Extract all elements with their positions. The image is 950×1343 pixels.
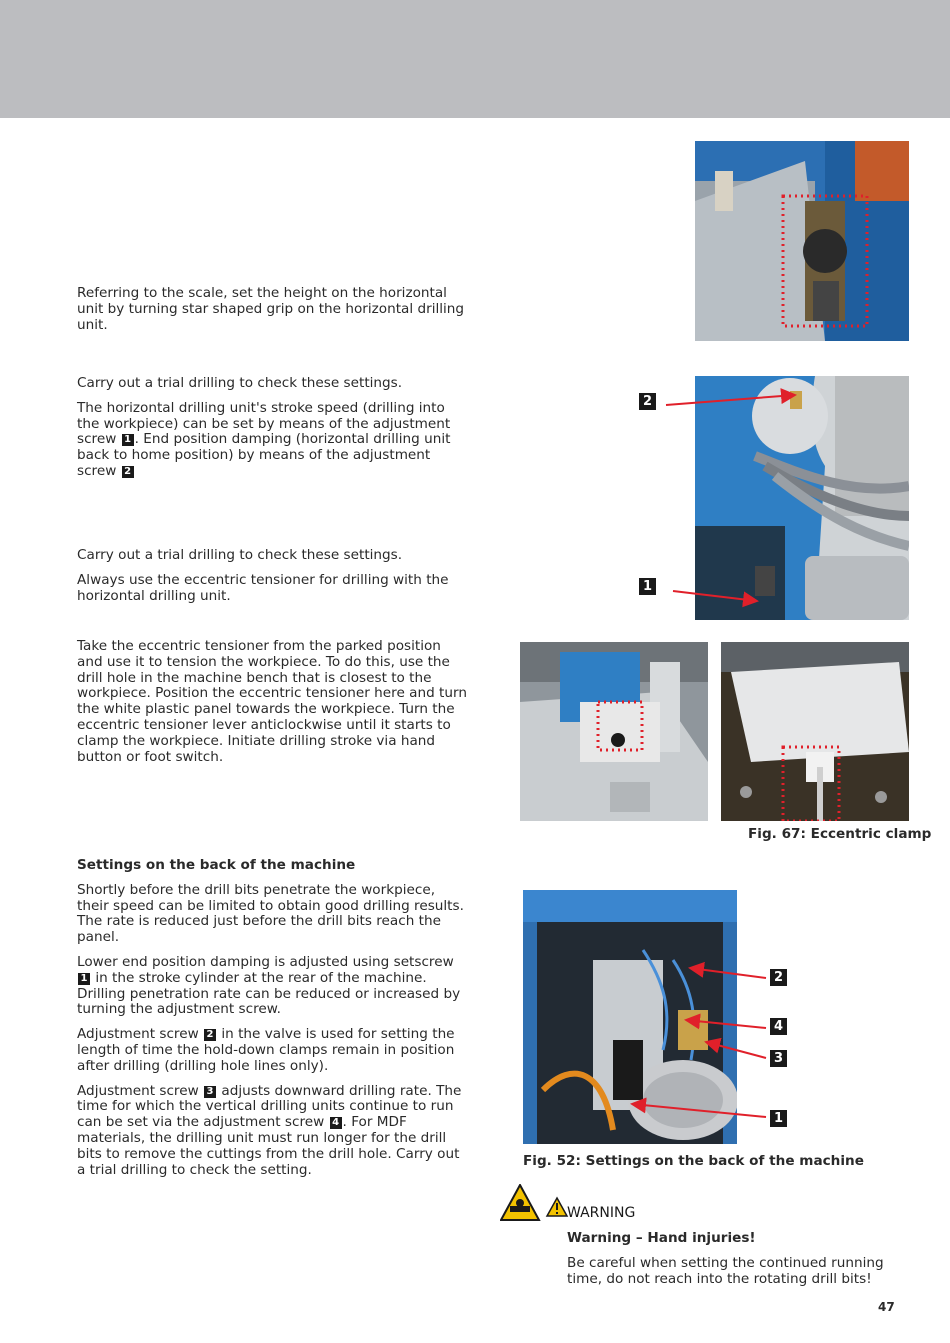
warning-subtitle: Warning – Hand injuries! [567, 1230, 756, 1246]
photo-eccentric-clamp-right [721, 642, 909, 821]
paragraph-tensioner [77, 639, 469, 774]
text-stroke-speed-a: The horizontal drilling unit's stroke speed (drilling into the workpiece) can be set by means of the adjustment screw [77, 399, 451, 448]
text-downward-rate-a: Adjustment screw [77, 1082, 199, 1099]
paragraph-height-setting [77, 286, 469, 342]
callout-photo2-2: 2 [639, 393, 656, 410]
text-height-setting: Referring to the scale, set the height on the horizontal unit by turning star shaped grip on the horizontal drilling unit. [77, 285, 465, 333]
badge-2: 2 [122, 466, 134, 478]
text-eccentric-always: Always use the eccentric tensioner for drilling with the horizontal drilling unit. [77, 571, 449, 604]
page-number: 47 [878, 1300, 895, 1314]
badge-1: 1 [122, 434, 134, 446]
paragraph-stroke-speed [77, 376, 469, 489]
text-trial-drilling-1: Carry out a trial drilling to check these settings. [77, 375, 403, 391]
text-valve-screw [77, 1027, 469, 1074]
text-downward-rate-c: . For MDF materials, the drilling unit must run longer for the drill bits to remove the cuttings from the drill hole. Carry out a trial drilling to check the setting. [77, 1114, 460, 1178]
hand-injury-icon [501, 1185, 539, 1220]
text-end-damping-b: in the stroke cylinder at the rear of the machine. Drilling penetration rate can be reduced or increased by turning the adjustment screw. [77, 969, 461, 1018]
badge-2: 2 [204, 1029, 216, 1041]
photo-adjustment-screws [695, 376, 909, 620]
photo-back-of-machine [523, 890, 737, 1144]
text-stroke-speed [77, 401, 469, 480]
text-valve-screw-a: Adjustment screw [77, 1026, 199, 1043]
text-downward-rate-b: adjusts downward drilling rate. The time for which the vertical drilling units continue to run can be set via the adjustment screw [77, 1082, 462, 1131]
heading-back-settings: Settings on the back of the machine [77, 857, 356, 873]
warning-triangle-icon [547, 1198, 567, 1216]
text-end-damping [77, 955, 469, 1018]
badge-4: 4 [330, 1117, 342, 1129]
text-tensioner-instructions: Take the eccentric tensioner from the parked position and use it to tension the workpiece. To do this, use the drill hole in the machine bench that is closest to the workpiece. Position the eccentric tensioner here and turn the white plastic panel towards the workpiece. Turn the eccentric tensioner lever anticlockwise until it starts to clamp the workpiece. Initiate drilling stroke via hand button or foot switch. [77, 638, 467, 765]
text-end-damping-a: Lower end position damping is adjusted using setscrew [77, 953, 454, 970]
text-downward-rate [77, 1084, 469, 1179]
callout-back-1: 1 [770, 1110, 787, 1127]
header-band [0, 0, 950, 118]
paragraph-eccentric [77, 548, 469, 613]
text-stroke-speed-b: . End position damping (horizontal drilling unit back to home position) by means of the adjustment screw [77, 431, 451, 479]
section-back-settings [77, 858, 469, 1187]
badge-1: 1 [78, 973, 90, 985]
badge-3: 3 [204, 1086, 216, 1098]
callout-back-2: 2 [770, 969, 787, 986]
text-trial-drilling-2: Carry out a trial drilling to check these settings. [77, 547, 403, 563]
callout-photo2-1: 1 [639, 578, 656, 595]
warning-body: Be careful when setting the continued running time, do not reach into the rotating drill bits! [567, 1255, 884, 1287]
callout-back-3: 3 [770, 1050, 787, 1067]
photo-eccentric-clamp-left [520, 642, 708, 821]
warning-title: WARNING [567, 1205, 636, 1221]
photo-star-grip [695, 141, 909, 341]
text-valve-screw-b: in the valve is used for setting the length of time the hold-down clamps remain in position after drilling (drilling hole lines only). [77, 1026, 455, 1074]
callout-back-4: 4 [770, 1018, 787, 1035]
caption-fig52: Fig. 52: Settings on the back of the machine [523, 1153, 864, 1169]
warning-icons [500, 1184, 570, 1222]
text-speed-limit: Shortly before the drill bits penetrate the workpiece, their speed can be limited to obtain good drilling results. The rate is reduced just before the drill bits reach the panel. [77, 881, 464, 946]
caption-fig67: Fig. 67: Eccentric clamp [748, 826, 932, 842]
